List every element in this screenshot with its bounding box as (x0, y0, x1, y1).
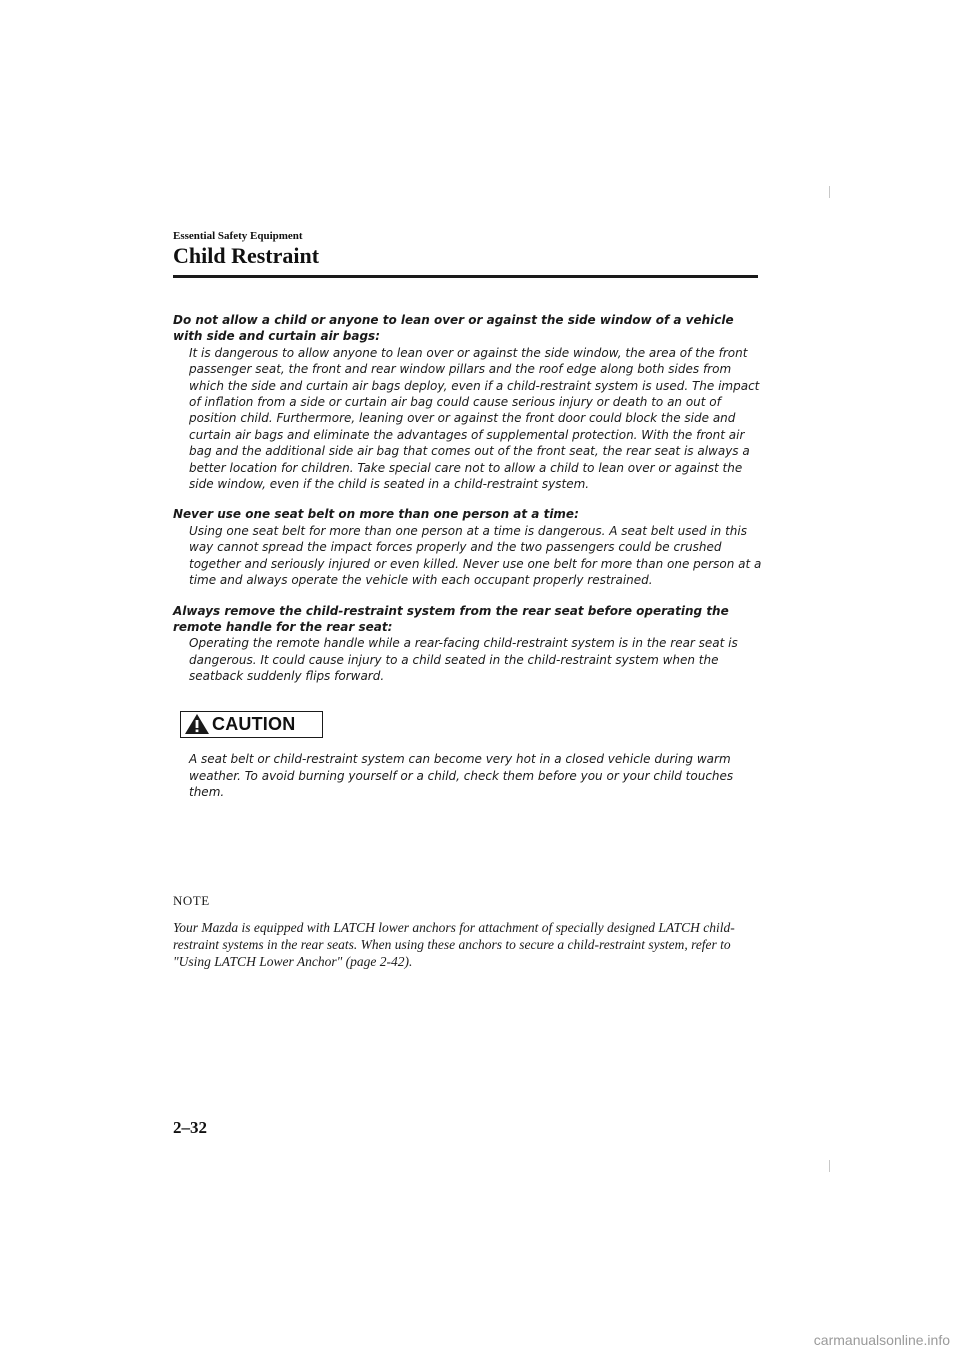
caution-label: CAUTION (212, 713, 296, 734)
caution-body: A seat belt or child-restraint system can become very hot in a closed vehicle during warm weather. To avoid burning yourself or a child, check them before you or your child touches them. (189, 752, 734, 800)
warning-item (173, 603, 763, 685)
warning-triangle-icon (184, 713, 210, 735)
warning-item (173, 506, 763, 588)
crop-mark-top (829, 186, 830, 198)
warning-item (173, 312, 763, 492)
warning-heading: Do not allow a child or anyone to lean over or against the side window of a vehicle with side and curtain air bags: (173, 313, 734, 344)
warning-content (173, 312, 763, 801)
warning-body: Using one seat belt for more than one person at a time is dangerous. A seat belt used in this way cannot spread the impact forces properly and the two passengers could be crushed together and seriously injured or even killed. Never use one belt for more than one person at a time and always operate the vehicle with each occupant properly restrained. (189, 523, 762, 588)
page-number: 2–32 (173, 1118, 207, 1137)
warning-heading: Always remove the child-restraint system from the rear seat before operating the remote handle for the rear seat: (173, 603, 729, 634)
title-divider (173, 275, 758, 278)
note-section (173, 893, 763, 970)
note-body: Your Mazda is equipped with LATCH lower anchors for attachment of specially designed LATCH child-restraint systems in the rear seats. When using these anchors to secure a child-restraint system, refer to "Using LATCH Lower Anchor" (page 2-42). (173, 920, 735, 969)
note-heading: NOTE (173, 893, 210, 908)
caution-label-box (180, 711, 323, 738)
warning-body: It is dangerous to allow anyone to lean over or against the side window, the area of the front passenger seat, the front and rear window pillars and the roof edge along both sides from which the side and curtain air bags deploy, even if a child-restraint system is used. The impact of inflation from a side or curtain air bag could cause serious injury or death to an out of position child. Furthermore, leaning over or against the front door could block the side and curtain air bags and eliminate the advantages of supplemental protection. With the front air bag and the additional side air bag that comes out of the front seat, the rear seat is always a better location for children. Take special care not to allow a child to lean over or against the side window, even if the child is seated in a child-restraint system. (189, 345, 760, 492)
section-label: Essential Safety Equipment (173, 230, 303, 242)
crop-mark-bottom (829, 1160, 830, 1172)
warning-body: Operating the remote handle while a rear-facing child-restraint system is in the rear seat is dangerous. It could cause injury to a child seated in the child-restraint system when the seatback suddenly flips forward. (189, 636, 738, 684)
warning-heading: Never use one seat belt on more than one person at a time: (173, 507, 579, 522)
watermark: carmanualsonline.info (813, 1332, 950, 1348)
page-title: Child Restraint (173, 243, 320, 268)
